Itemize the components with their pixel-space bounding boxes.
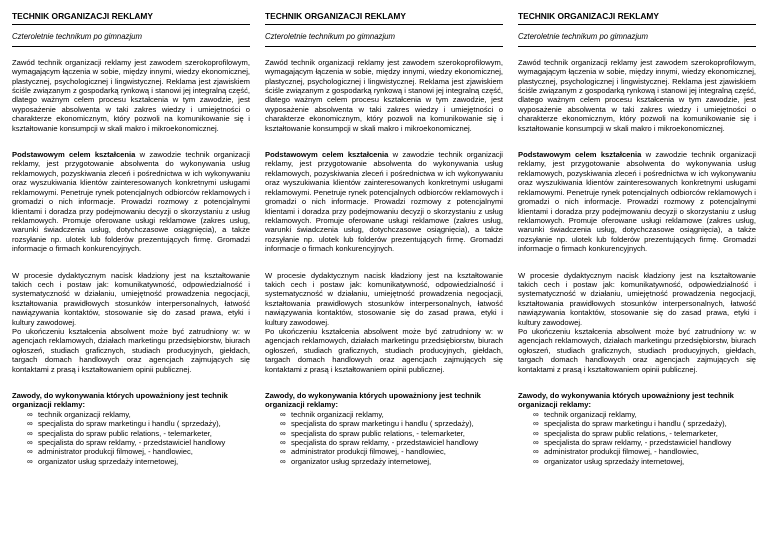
role-text: administrator produkcji filmowej, - handlowiec, (38, 447, 193, 457)
goal-text: w zawodzie technik organizacji reklamy, jest przygotowanie absolwenta do wykonywania usług reklamowych, pozyskiwania zleceń i pośrednictwa w ich wykonywaniu oraz wyszukiwania klientów zainteresowanych konkretnymi usługami reklamowymi. Penetruje rynek potencjalnych odbiorców reklamowych i gromadzi o nich informacje. Prowadzi rozmowy z potencjalnymi klientami i doradza przy podejmowaniu decyzji o skorzystaniu z usług reklamowych. Promuje oferowane usługi reklamowe (zakres usług, warunki świadczenia usług, dotychczasowe osiągnięcia), a także rozsyłanie np. ulotek lub folderów prezentujących firmę. Gromadzi informacje o firmach konkurencyjnych. (12, 150, 250, 254)
roles-heading-text: Zawody, do wykonywania których upoważniony jest technik organizacji reklamy: (12, 391, 228, 410)
intro-paragraph: Zawód technik organizacji reklamy jest zawodem szerokoprofilowym, wymagającym łączenia w sobie, między innymi, wiedzy ekonomicznej, plastycznej, psychologicznej i lingwistycznej. Reklama jest zjawiskiem ściśle związanym z gospodarką rynkową i stanowi jej integralną część, dlatego ważnym celem procesu kształcenia w tym zawodzie, jest wyposażenie absolwenta w taki zakres wiedzy i umiejętności o charakterze ekonomicznym, który pozwoli na komunikowanie się i kształtowanie konsumpcji w skali makro i mikroekonomicznej. (265, 57, 503, 133)
goal-bold-lead: Podstawowym celem kształcenia (265, 150, 389, 160)
leaflet-column-3 (518, 12, 756, 543)
role-text: technik organizacji reklamy, (544, 409, 637, 419)
list-item (280, 438, 503, 447)
role-text: administrator produkcji filmowej, - handlowiec, (291, 447, 446, 457)
bullet-icon: ∞ (280, 428, 286, 438)
list-item (533, 438, 756, 447)
list-item (280, 447, 503, 456)
bullet-icon: ∞ (27, 428, 33, 438)
roles-heading (518, 391, 756, 410)
roles-heading-text: Zawody, do wykonywania których upoważniony jest technik organizacji reklamy: (518, 391, 734, 410)
goal-text: w zawodzie technik organizacji reklamy, jest przygotowanie absolwenta do wykonywania usług reklamowych, pozyskiwania zleceń i pośrednictwa w ich wykonywaniu oraz wyszukiwania klientów zainteresowanych konkretnymi usługami reklamowymi. Penetruje rynek potencjalnych odbiorców reklamowych i gromadzi o nich informacje. Prowadzi rozmowy z potencjalnymi klientami i doradza przy podejmowaniu decyzji o skorzystaniu z usług reklamowych. Promuje oferowane usługi reklamowe (zakres usług, warunki świadczenia usług, dotychczasowe osiągnięcia), a także rozsyłanie np. ulotek lub folderów prezentujących firmę. Gromadzi informacje o firmach konkurencyjnych. (518, 150, 756, 254)
role-text: organizator usług sprzedaży internetowej, (38, 456, 179, 466)
bullet-icon: ∞ (27, 456, 33, 466)
list-item (533, 447, 756, 456)
goal-bold-lead: Podstawowym celem kształcenia (12, 150, 136, 160)
list-item (27, 419, 250, 428)
column-subtitle: Czteroletnie technikum po gimnazjum (265, 32, 503, 46)
list-item (280, 457, 503, 466)
bullet-icon: ∞ (280, 447, 286, 457)
list-item (27, 438, 250, 447)
bullet-icon: ∞ (280, 456, 286, 466)
role-text: specjalista do spraw public relations, - telemarketer, (291, 428, 465, 438)
bullet-icon: ∞ (533, 409, 539, 419)
roles-list (518, 410, 756, 466)
bullet-icon: ∞ (280, 438, 286, 448)
leaflet-column-1 (12, 12, 250, 543)
employment-paragraph: Po ukończeniu kształcenia absolwent może być zatrudniony w: w agencjach reklamowych, działach marketingu przedsiębiorstw, biurach ogłoszeń, studiach graficznych, studiach producyjnych, giełdach, targach domach handlowych oraz agencjach zajmujących się kontaktami z prasą i kształtowaniem opinii publicznej. (12, 326, 250, 374)
list-item (27, 410, 250, 419)
role-text: organizator usług sprzedaży internetowej, (544, 456, 685, 466)
employment-paragraph: Po ukończeniu kształcenia absolwent może być zatrudniony w: w agencjach reklamowych, działach marketingu przedsiębiorstw, biurach ogłoszeń, studiach graficznych, studiach producyjnych, giełdach, targach domach handlowych oraz agencjach zajmujących się kontaktami z prasą i kształtowaniem opinii publicznej. (265, 326, 503, 374)
bullet-icon: ∞ (280, 409, 286, 419)
bullet-icon: ∞ (533, 438, 539, 448)
intro-paragraph: Zawód technik organizacji reklamy jest zawodem szerokoprofilowym, wymagającym łączenia w sobie, między innymi, wiedzy ekonomicznej, plastycznej, psychologicznej i lingwistycznej. Reklama jest zjawiskiem ściśle związanym z gospodarką rynkową i stanowi jej integralną część, dlatego ważnym celem procesu kształcenia w tym zawodzie, jest wyposażenie absolwenta w taki zakres wiedzy i umiejętności o charakterze ekonomicznym, który pozwoli na komunikowanie się i kształtowanie konsumpcji w skali makro i mikroekonomicznej. (518, 57, 756, 133)
goal-bold-lead: Podstawowym celem kształcenia (518, 150, 642, 160)
roles-list (265, 410, 503, 466)
bullet-icon: ∞ (533, 428, 539, 438)
roles-list (12, 410, 250, 466)
list-item (280, 410, 503, 419)
role-text: technik organizacji reklamy, (38, 409, 131, 419)
bullet-icon: ∞ (533, 456, 539, 466)
bullet-icon: ∞ (533, 447, 539, 457)
roles-heading (265, 391, 503, 410)
list-item (27, 457, 250, 466)
list-item (280, 429, 503, 438)
list-item (27, 447, 250, 456)
role-text: administrator produkcji filmowej, - handlowiec, (544, 447, 699, 457)
bullet-icon: ∞ (27, 438, 33, 448)
list-item (533, 410, 756, 419)
column-subtitle: Czteroletnie technikum po gimnazjum (518, 32, 756, 46)
bullet-icon: ∞ (27, 419, 33, 429)
intro-paragraph: Zawód technik organizacji reklamy jest zawodem szerokoprofilowym, wymagającym łączenia w sobie, między innymi, wiedzy ekonomicznej, plastycznej, psychologicznej i lingwistycznej. Reklama jest zjawiskiem ściśle związanym z gospodarką rynkową i stanowi jej integralną część, dlatego ważnym celem procesu kształcenia w tym zawodzie, jest wyposażenie absolwenta w taki zakres wiedzy i umiejętności o charakterze ekonomicznym, który pozwoli na komunikowanie się i kształtowanie konsumpcji w skali makro i mikroekonomicznej. (12, 57, 250, 133)
role-text: specjalista do spraw marketingu i handlu ( sprzedaży), (291, 419, 474, 429)
role-text: specjalista do spraw reklamy, - przedstawiciel handlowy (544, 438, 732, 448)
bullet-icon: ∞ (27, 447, 33, 457)
goal-paragraph (265, 150, 503, 253)
column-subtitle: Czteroletnie technikum po gimnazjum (12, 32, 250, 46)
role-text: specjalista do spraw reklamy, - przedstawiciel handlowy (38, 438, 226, 448)
role-text: specjalista do spraw public relations, - telemarketer, (544, 428, 718, 438)
column-title: TECHNIK ORGANIZACJI REKLAMY (265, 12, 503, 25)
list-item (533, 429, 756, 438)
goal-paragraph (12, 150, 250, 253)
list-item (27, 429, 250, 438)
didactic-paragraph: W procesie dydaktycznym nacisk kładziony jest na kształtowanie takich cech i postaw jak: komunikatywność, odpowiedzialność i systematyczność w działaniu, umiejętność prowadzenia negocjacji, kształtowania prawidłowych stosunków interpersonalnych, łatwość nawiązywania kontaktów, stosowanie się do zasad prawa, etyki i kultury zawodowej. (12, 270, 250, 327)
employment-paragraph: Po ukończeniu kształcenia absolwent może być zatrudniony w: w agencjach reklamowych, działach marketingu przedsiębiorstw, biurach ogłoszeń, studiach graficznych, studiach producyjnych, giełdach, targach domach handlowych oraz agencjach zajmujących się kontaktami z prasą i kształtowaniem opinii publicznej. (518, 326, 756, 374)
bullet-icon: ∞ (280, 419, 286, 429)
list-item (280, 419, 503, 428)
goal-paragraph (518, 150, 756, 253)
roles-heading-text: Zawody, do wykonywania których upoważniony jest technik organizacji reklamy: (265, 391, 481, 410)
column-title: TECHNIK ORGANIZACJI REKLAMY (518, 12, 756, 25)
roles-heading (12, 391, 250, 410)
role-text: specjalista do spraw reklamy, - przedstawiciel handlowy (291, 438, 479, 448)
leaflet-column-2 (265, 12, 503, 543)
role-text: technik organizacji reklamy, (291, 409, 384, 419)
role-text: specjalista do spraw marketingu i handlu ( sprzedaży), (38, 419, 221, 429)
didactic-paragraph: W procesie dydaktycznym nacisk kładziony jest na kształtowanie takich cech i postaw jak: komunikatywność, odpowiedzialność i systematyczność w działaniu, umiejętność prowadzenia negocjacji, kształtowania prawidłowych stosunków interpersonalnych, łatwość nawiązywania kontaktów, stosowanie się do zasad prawa, etyki i kultury zawodowej. (518, 270, 756, 327)
didactic-paragraph: W procesie dydaktycznym nacisk kładziony jest na kształtowanie takich cech i postaw jak: komunikatywność, odpowiedzialność i systematyczność w działaniu, umiejętność prowadzenia negocjacji, kształtowania prawidłowych stosunków interpersonalnych, łatwość nawiązywania kontaktów, stosowanie się do zasad prawa, etyki i kultury zawodowej. (265, 270, 503, 327)
list-item (533, 457, 756, 466)
column-title: TECHNIK ORGANIZACJI REKLAMY (12, 12, 250, 25)
role-text: specjalista do spraw public relations, - telemarketer, (38, 428, 212, 438)
bullet-icon: ∞ (533, 419, 539, 429)
list-item (533, 419, 756, 428)
goal-text: w zawodzie technik organizacji reklamy, jest przygotowanie absolwenta do wykonywania usług reklamowych, pozyskiwania zleceń i pośrednictwa w ich wykonywaniu oraz wyszukiwania klientów zainteresowanych konkretnymi usługami reklamowymi. Penetruje rynek potencjalnych odbiorców reklamowych i gromadzi o nich informacje. Prowadzi rozmowy z potencjalnymi klientami i doradza przy podejmowaniu decyzji o skorzystaniu z usług reklamowych. Promuje oferowane usługi reklamowe (zakres usług, warunki świadczenia usług, dotychczasowe osiągnięcia), a także rozsyłanie np. ulotek lub folderów prezentujących firmę. Gromadzi informacje o firmach konkurencyjnych. (265, 150, 503, 254)
role-text: specjalista do spraw marketingu i handlu ( sprzedaży), (544, 419, 727, 429)
role-text: organizator usług sprzedaży internetowej, (291, 456, 432, 466)
bullet-icon: ∞ (27, 409, 33, 419)
